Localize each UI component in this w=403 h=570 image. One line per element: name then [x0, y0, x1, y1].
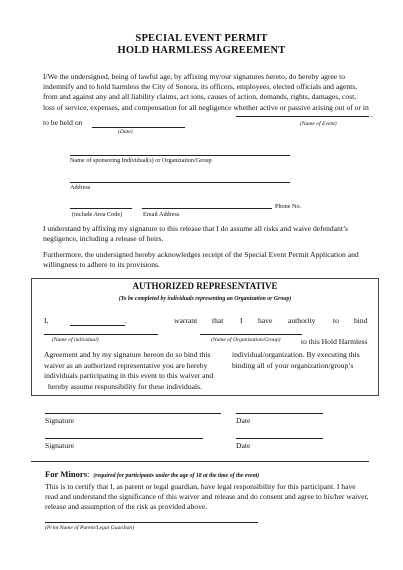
parent-name-line[interactable] [45, 522, 258, 523]
left-line-1: Agreement and by my signature hereon do so bind this [44, 350, 211, 359]
signature-label-1: Signature [45, 416, 75, 425]
name-of-event-label: (Name of Event) [300, 121, 337, 127]
left-line-2: waiver as an authorized representative you are hereby [44, 361, 208, 370]
name-organization-label: (Name of Organization/Group) [211, 337, 281, 343]
authorized-heading: AUTHORIZED REPRESENTATIVE [132, 281, 278, 291]
signature-line-1[interactable] [45, 413, 221, 414]
that-text: that [212, 316, 224, 325]
i-text: I, [44, 316, 49, 325]
risk-paragraph: I understand by affixing my signature to this release that I do assume all risks and waive defendant’s negligence, including a release of heirs. [43, 224, 349, 244]
bind-text: bind [354, 316, 368, 325]
acknowledge-paragraph: Furthermore, the undersigned hereby acknowledges receipt of the Special Event Permit Application and willingness to adhere to its provisions. [43, 250, 359, 270]
email-label: Email Address [143, 211, 180, 218]
address-line[interactable] [70, 182, 290, 183]
minors-note: (required for participants under the age of 18 at the time of the event) [93, 473, 260, 479]
authorized-subheading: (To be completed by individuals representing an Organization or Group) [118, 296, 292, 302]
signature-label-2: Signature [45, 441, 75, 450]
event-period: . [371, 110, 373, 119]
date-label-2: Date [236, 441, 251, 450]
minors-heading-row [45, 464, 259, 482]
i2-text: I [240, 316, 243, 325]
minors-colon: : [87, 470, 90, 479]
sponsor-name-line[interactable] [70, 155, 290, 156]
left-line-4: hereby assume responsibility for these individuals. [48, 382, 202, 391]
comma-period: . [125, 316, 127, 325]
email-line[interactable] [142, 208, 272, 209]
individual-name-line[interactable] [70, 325, 125, 326]
warrant-text: warrant [174, 316, 198, 325]
sponsor-name-label: Name of sponsoring Individual(s) or Organization/Group [70, 157, 212, 164]
form-title-line2: HOLD HARMLESS AGREEMENT [117, 45, 286, 56]
form-title-line1: SPECIAL EVENT PERMIT [135, 33, 268, 44]
parent-name-label: (Print Name of Parent/Legal Guardian) [45, 525, 135, 531]
event-date-line[interactable] [92, 127, 185, 128]
to-this-text: to this Hold Harmless [301, 337, 368, 346]
name-individual-label: (Name of individual) [52, 337, 99, 343]
address-label: Address [70, 184, 91, 191]
date-line-2[interactable] [236, 438, 323, 439]
area-code-label: (include Area Code) [72, 211, 123, 218]
phone-label: Phone No. [275, 203, 302, 210]
left-line-3: individuals participating in this event to this waiver and [44, 371, 214, 380]
minors-paragraph: This is to certify that I, as parent or legal guardian, have legal responsibility for this participant. I have read and understand the significance of this waiver and release and do consent and agree to his/her waiver, release and assumption of the risk as provided above. [45, 482, 369, 512]
date-label-1: Date [236, 416, 251, 425]
to-be-held-on-text: to be held on [43, 118, 83, 127]
organization-name-line[interactable] [200, 334, 302, 335]
authority-text: authority [288, 316, 316, 325]
intro-paragraph: I/We the undersigned, being of lawful age, by affixing my/our signatures hereto, do hereby agree to indemnify and to hold harmless the City of Sonora, its officers, employees, elected officials and agents, from and against any and all liability claims, act ions, causes of action, demands, rights, damages, cost, loss of service, expenses, and compensation for all negligence whether active or passive arising out of or in [43, 72, 369, 112]
individual-name-line-2[interactable] [44, 334, 158, 335]
event-name-line[interactable] [236, 116, 369, 117]
date-label: (Date) [118, 129, 133, 135]
signature-line-2[interactable] [45, 438, 203, 439]
have-text: have [258, 316, 273, 325]
right-line-2: binding all of your organization/group’s [232, 361, 354, 370]
phone-number-line[interactable] [70, 208, 132, 209]
minors-divider [31, 461, 369, 462]
date-line-1[interactable] [236, 413, 323, 414]
minors-heading: For Minors [45, 469, 88, 479]
to-text: to [333, 316, 339, 325]
right-line-1: individual/organization. By executing this [232, 350, 360, 359]
